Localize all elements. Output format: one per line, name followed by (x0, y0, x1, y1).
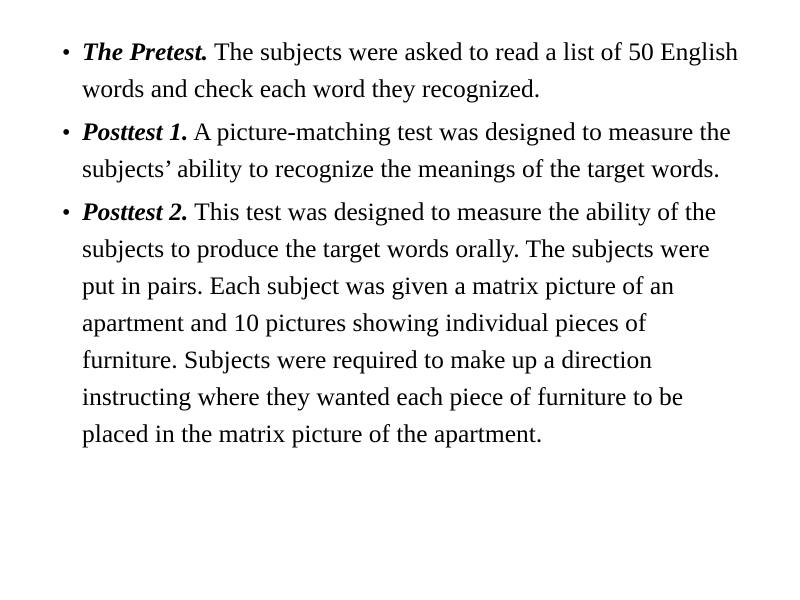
bullet-text: This test was designed to measure the ability of the subjects to produce the target words orally. The subjects were put in pairs. Each subject was given a matrix picture of an apartment and 10 pictures showing individual pieces of furniture. Subjects were required to make up a direction instructing where they wanted each piece of furniture to be placed in the matrix picture of the apartment. (82, 197, 717, 448)
bullet-text: The subjects were asked to read a list of 50 English words and check each word they recognized. (82, 37, 738, 103)
bullet-icon (62, 193, 82, 232)
bullet-icon (62, 33, 82, 72)
bullet-item-posttest-2 (62, 193, 742, 452)
bullet-lead: The Pretest. (82, 37, 209, 66)
bullet-item-posttest-1 (62, 113, 742, 187)
bullet-list (62, 33, 742, 458)
bullet-lead: Posttest 1. (82, 117, 189, 146)
bullet-text: A picture-matching test was designed to measure the subjects’ ability to recognize the meanings of the target words. (82, 117, 731, 183)
bullet-icon (62, 113, 82, 152)
bullet-item-pretest (62, 33, 742, 107)
bullet-lead: Posttest 2. (82, 197, 189, 226)
